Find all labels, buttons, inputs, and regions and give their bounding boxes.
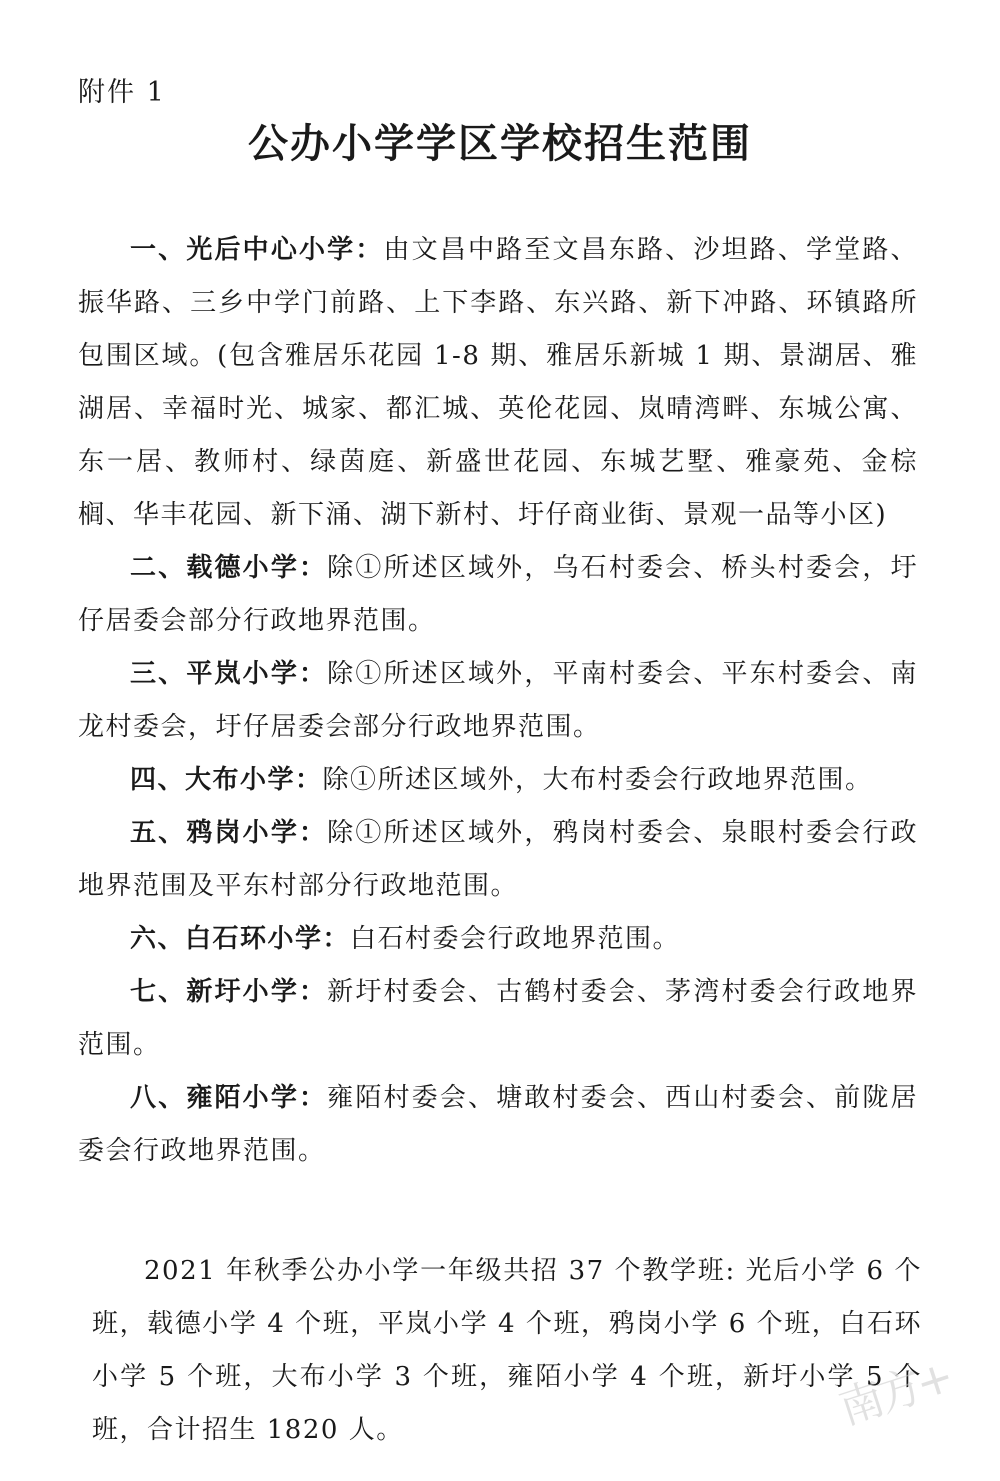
list-item [78,542,918,648]
enrollment-scope-list [78,224,918,1178]
list-item [78,966,918,1072]
school-name: 二、载德小学： [130,553,328,583]
school-name: 五、鸦岗小学： [130,818,328,848]
scope-text: 白石村委会行政地界范围。 [350,924,681,954]
attachment-label: 附件 1 [78,77,166,108]
scope-text: 除①所述区域外，鸦岗村委会、泉眼村委会行政地界范围及平东村部分行政地范围。 [78,818,918,901]
list-item [78,754,918,807]
school-name: 三、平岚小学： [130,659,328,689]
scope-text: 新圩村委会、古鹤村委会、茅湾村委会行政地界范围。 [78,977,918,1060]
list-item [78,807,918,913]
watermark-logo: 南方+ [833,1351,957,1435]
school-name: 八、雍陌小学： [130,1083,328,1113]
page-title: 公办小学学区学校招生范围 [248,121,752,167]
school-name: 六、白石环小学： [130,924,351,954]
list-item [78,648,918,754]
scope-text: 由文昌中路至文昌东路、沙坦路、学堂路、振华路、三乡中学门前路、上下李路、东兴路、新下冲路、环镇路所包围区域。(包含雅居乐花园 1-8 期、雅居乐新城 1 期、景湖居、雅湖居、幸福时光、城家、都汇城、英伦花园、岚晴湾畔、东城公寓、东一居、教师村、绿茵庭、新盛世花园、东城艺墅、雅豪苑、金棕榈、华丰花园、新下涌、湖下新村、圩仔商业街、景观一品等小区) [78,235,918,530]
enrollment-summary: 2021 年秋季公办小学一年级共招 37 个教学班: 光后小学 6 个班，载德小学 4 个班，平岚小学 4 个班，鸦岗小学 6 个班，白石环小学 5 个班，大布小学 3 个班，雍陌小学 4 个班，新圩小学 5 个班，合计招生 1820 人。 [92,1256,922,1445]
list-item [78,224,918,542]
scope-text: 除①所述区域外，平南村委会、平东村委会、南龙村委会，圩仔居委会部分行政地界范围。 [78,659,918,742]
school-name: 四、大布小学： [130,765,323,795]
school-name: 一、光后中心小学： [130,235,384,265]
scope-text: 除①所述区域外，乌石村委会、桥头村委会，圩仔居委会部分行政地界范围。 [78,553,918,636]
scope-text: 雍陌村委会、塘敢村委会、西山村委会、前陇居委会行政地界范围。 [78,1083,918,1166]
list-item [78,1072,918,1178]
school-name: 七、新圩小学： [130,977,328,1007]
scope-text: 除①所述区域外，大布村委会行政地界范围。 [322,765,873,795]
list-item [78,913,918,966]
